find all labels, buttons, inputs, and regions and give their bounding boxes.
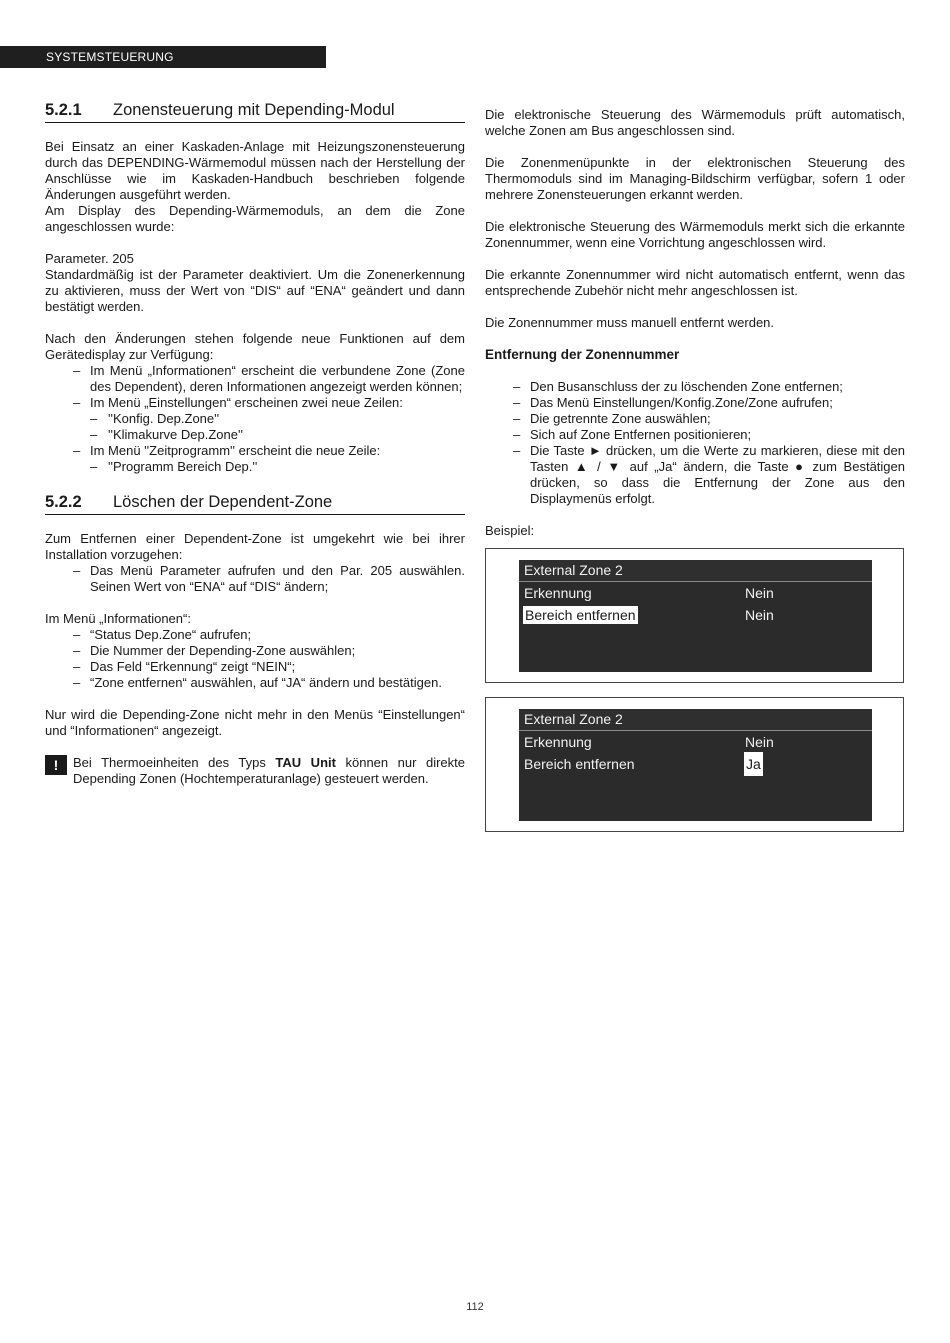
list-item: – Das Feld “Erkennung“ zeigt “NEIN“; bbox=[73, 659, 465, 675]
row-label: Erkennung bbox=[524, 734, 592, 750]
paragraph: Die Zonenmenüpunkte in der elektronischen Steuerung des Thermomoduls sind im Managing-Bildschirm verfügbar, sofern 1 oder mehrere Zonensteuerungen erkannt werden. bbox=[485, 155, 905, 202]
list-item: – “Zone entfernen“ auswählen, auf “JA“ ändern und bestätigen. bbox=[73, 675, 465, 691]
screen-row-erkennung bbox=[519, 731, 872, 753]
row-label: Erkennung bbox=[524, 585, 592, 601]
paragraph: Die erkannte Zonennummer wird nicht automatisch entfernt, wenn das entsprechende Zubehör nicht mehr angeschlossen ist. bbox=[485, 267, 905, 298]
display-example-2 bbox=[485, 697, 904, 832]
screen-row-bereich-entfernen bbox=[519, 604, 872, 626]
heading-title: Zonensteuerung mit Depending-Modul bbox=[113, 101, 395, 119]
heading-number: 5.2.2 bbox=[45, 493, 82, 511]
list-item: – ''Klimakurve Dep.Zone'' bbox=[90, 427, 465, 443]
row-value-highlighted: Ja bbox=[745, 753, 762, 775]
screen-title: External Zone 2 bbox=[519, 709, 872, 731]
list-item: – Das Menü Einstellungen/Konfig.Zone/Zone aufrufen; bbox=[513, 395, 905, 411]
heading-5-2-1 bbox=[45, 100, 465, 123]
list-item: – ''Programm Bereich Dep.'' bbox=[90, 459, 465, 475]
subheading: Entfernung der Zonennummer bbox=[485, 347, 680, 362]
paragraph: Die elektronische Steuerung des Wärmemoduls merkt sich die erkannte Zonennummer, wenn eine Vorrichtung angeschlossen wird. bbox=[485, 219, 905, 250]
example-label: Beispiel: bbox=[485, 523, 535, 538]
list-item: – Die Taste ► drücken, um die Werte zu markieren, diese mit den Tasten ▲ / ▼ auf „Ja“ ändern, die Taste ● zum Bestätigen drücken, so dass die Entfernung der Zone aus den Displaymenüs erfolgt. bbox=[513, 443, 905, 507]
row-label-highlighted: Bereich entfernen bbox=[525, 607, 636, 623]
paragraph: Die Zonennummer muss manuell entfernt werden. bbox=[485, 315, 775, 330]
paragraph: Nach den Änderungen stehen folgende neue Funktionen auf dem Gerätedisplay zur Verfügung: bbox=[45, 331, 465, 362]
heading-5-2-2 bbox=[45, 492, 465, 515]
warning-icon: ! bbox=[45, 755, 67, 775]
paragraph: Im Menü „Informationen“: bbox=[45, 611, 191, 626]
paragraph: Zum Entfernen einer Dependent-Zone ist umgekehrt wie bei ihrer Installation vorzugehen: bbox=[45, 531, 465, 562]
list-item: – ''Konfig. Dep.Zone'' bbox=[90, 411, 465, 427]
row-label: Bereich entfernen bbox=[524, 756, 635, 772]
screen-row-erkennung bbox=[519, 582, 872, 604]
removal-list bbox=[45, 563, 465, 595]
warning-text: Bei Thermoeinheiten des Typs TAU Unit können nur direkte Depending Zonen (Hochtemperaturanlage) gesteuert werden. bbox=[73, 755, 466, 786]
list-item: – Den Busanschluss der zu löschenden Zone entfernen; bbox=[513, 379, 905, 395]
product-name: TAU Unit bbox=[275, 755, 336, 770]
row-value: Nein bbox=[745, 607, 774, 623]
list-item: – Das Menü Parameter aufrufen und den Par. 205 auswählen. Seinen Wert von “ENA“ auf “DIS“ ändern; bbox=[73, 563, 465, 595]
page-number: 112 bbox=[466, 1301, 484, 1313]
paragraph: Parameter. 205 bbox=[45, 251, 134, 266]
left-column bbox=[45, 100, 465, 787]
heading-number: 5.2.1 bbox=[45, 101, 82, 119]
paragraph: Standardmäßig ist der Parameter deaktiviert. Um die Zonenerkennung zu aktivieren, muss der Wert von “DIS“ auf “ENA“ geändert und dann bestätigt werden. bbox=[45, 267, 465, 314]
right-column bbox=[485, 107, 905, 539]
paragraph: Die elektronische Steuerung des Wärmemoduls prüft automatisch, welche Zonen am Bus angeschlossen sind. bbox=[485, 107, 905, 138]
paragraph: Am Display des Depending-Wärmemoduls, an dem die Zone angeschlossen wurde: bbox=[45, 203, 465, 234]
display-example-1 bbox=[485, 548, 904, 683]
functions-list bbox=[45, 363, 465, 475]
sub-list bbox=[90, 411, 465, 443]
paragraph: Bei Einsatz an einer Kaskaden-Anlage mit Heizungszonensteuerung durch das DEPENDING-Wärmemodul müssen nach der Herstellung der Anschlüsse wie im Kaskaden-Handbuch beschrieben folgende Änderungen ausgeführt werden. bbox=[45, 139, 465, 202]
list-item: – Im Menü „Einstellungen“ erscheinen zwei neue Zeilen: – ''Konfig. Dep.Zone'' – ''Klimakurve Dep.Zone'' bbox=[73, 395, 465, 443]
sub-list bbox=[90, 459, 465, 475]
list-item: – Im Menü „Informationen“ erscheint die verbundene Zone (Zone des Dependent), deren Informationen angezeigt werden können; bbox=[73, 363, 465, 395]
display-screen bbox=[519, 560, 872, 672]
info-menu-list bbox=[45, 627, 465, 691]
row-value: Nein bbox=[745, 585, 774, 601]
row-value: Nein bbox=[745, 734, 774, 750]
section-header-bar bbox=[0, 46, 326, 68]
paragraph: Nur wird die Depending-Zone nicht mehr in den Menüs “Einstellungen“ und “Informationen“ angezeigt. bbox=[45, 707, 465, 738]
list-item: – “Status Dep.Zone“ aufrufen; bbox=[73, 627, 465, 643]
procedure-list bbox=[485, 379, 905, 507]
warning-note bbox=[45, 755, 465, 787]
heading-title: Löschen der Dependent-Zone bbox=[113, 493, 333, 511]
list-item: – Im Menü ''Zeitprogramm'' erscheint die neue Zeile: – ''Programm Bereich Dep.'' bbox=[73, 443, 465, 475]
list-item: – Die Nummer der Depending-Zone auswählen; bbox=[73, 643, 465, 659]
list-item: – Die getrennte Zone auswählen; bbox=[513, 411, 905, 427]
screen-title: External Zone 2 bbox=[519, 560, 872, 582]
display-screen bbox=[519, 709, 872, 821]
section-label: SYSTEMSTEUERUNG bbox=[46, 50, 174, 64]
screen-row-bereich-entfernen bbox=[519, 753, 872, 775]
list-item: – Sich auf Zone Entfernen positionieren; bbox=[513, 427, 905, 443]
